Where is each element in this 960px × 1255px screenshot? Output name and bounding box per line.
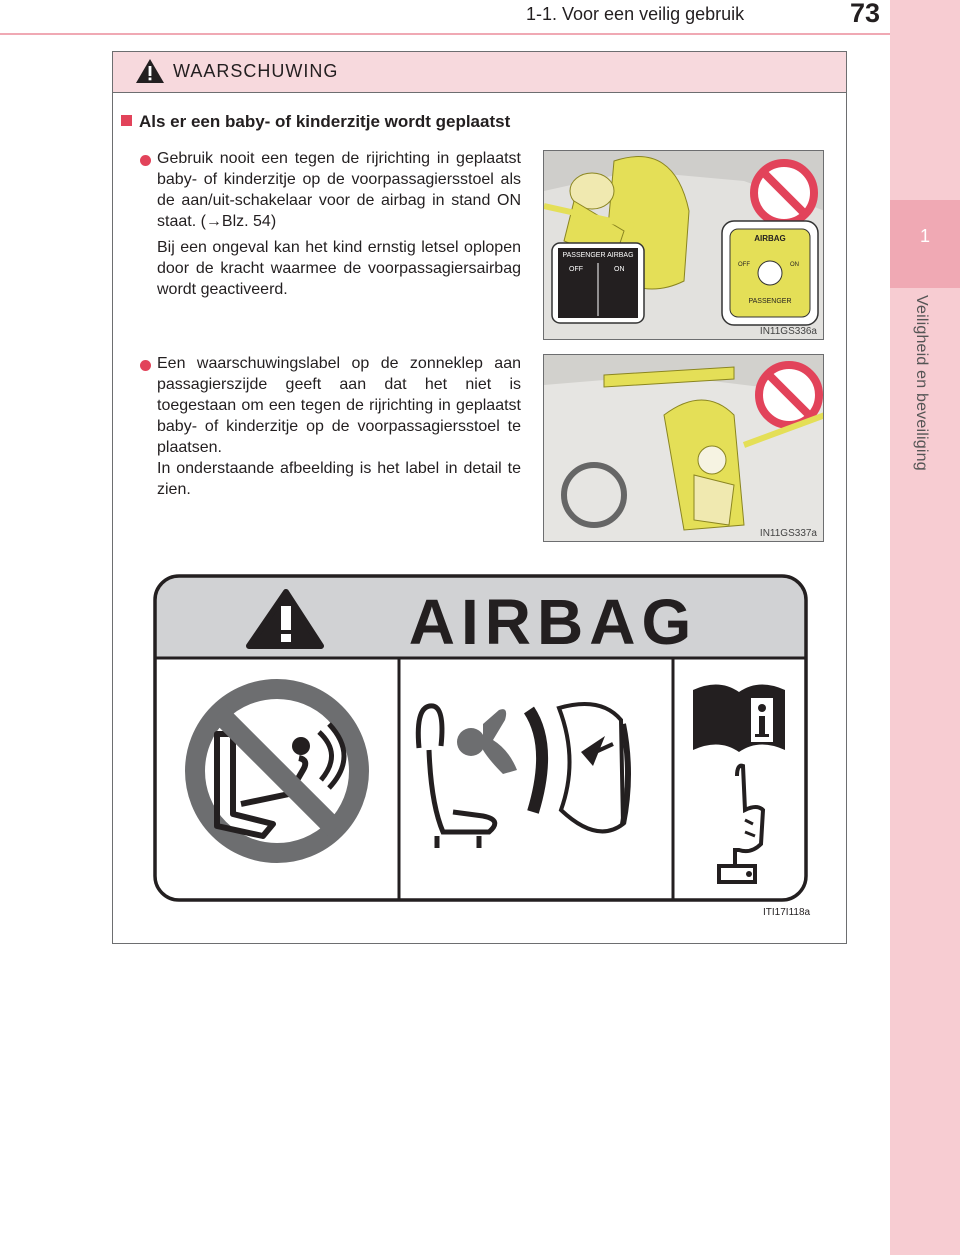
image-code: IN11GS337a: [759, 528, 817, 539]
read-manual-icon: [693, 684, 785, 752]
warning-title: WAARSCHUWING: [173, 61, 339, 81]
item-2-text: Een waarschuwingslabel op de zonneklep aan passagierszijde geeft aan dat het niet is toegestaan om een tegen de rijrichting in geplaatst baby- of kinderzitje op de voorpassagiersstoel te plaatsen. In onderstaande afbeelding is het label in detail te zien.: [157, 355, 521, 498]
label-title: AIRBAG: [408, 586, 698, 658]
airbag-label-graphic: [153, 574, 808, 902]
label-image-code: ITI17I118a: [763, 907, 811, 918]
bullet-dot-icon: [140, 155, 151, 166]
image-code: IN11GS336a: [759, 326, 817, 337]
warning-subheading: [121, 112, 510, 132]
switch-passenger: PASSENGER: [748, 298, 792, 305]
photo-sun-visor-label: [543, 354, 824, 542]
illustration-car-interior: [544, 151, 824, 340]
page-number: 73: [849, 0, 880, 28]
switch-on: ON: [790, 262, 799, 268]
photo-rear-facing-seat-airbag: [543, 150, 824, 340]
section-title: 1-1. Voor een veilig gebruik: [526, 4, 745, 24]
inset-title: PASSENGER AIRBAG: [562, 252, 634, 259]
header-rule: [0, 33, 890, 35]
chapter-sidebar: [890, 0, 960, 1255]
bullet-dot-icon: [140, 360, 151, 371]
warning-header: [113, 52, 846, 93]
illustration-car-seat: [544, 355, 824, 542]
chapter-title: Veiligheid en beveiliging: [913, 295, 930, 471]
airbag-warning-label: [153, 574, 808, 902]
warning-box: [112, 51, 847, 944]
chapter-number: 1: [919, 226, 930, 246]
warning-triangle-icon: [135, 58, 165, 84]
no-child-seat-icon: [195, 689, 359, 853]
inset-on-label: ON: [614, 266, 625, 273]
inset-off-label: OFF: [569, 266, 583, 273]
subheading-text: Als er een baby- of kinderzitje wordt geplaatst: [139, 112, 511, 131]
switch-title: AIRBAG: [754, 234, 786, 243]
item-1-text: Gebruik nooit een tegen de rijrichting in geplaatst baby- of kinderzitje op de voorpassagiersstoel als de aan/uit-schakelaar voor de airbag in stand ON staat. (→Blz. 54): [157, 150, 521, 230]
square-bullet-icon: [121, 115, 132, 126]
item-1-note: Bij een ongeval kan het kind ernstig letsel oplopen door de kracht waarmee de voorpassagiersairbag wordt geactiveerd.: [157, 239, 521, 298]
switch-off: OFF: [738, 262, 750, 268]
